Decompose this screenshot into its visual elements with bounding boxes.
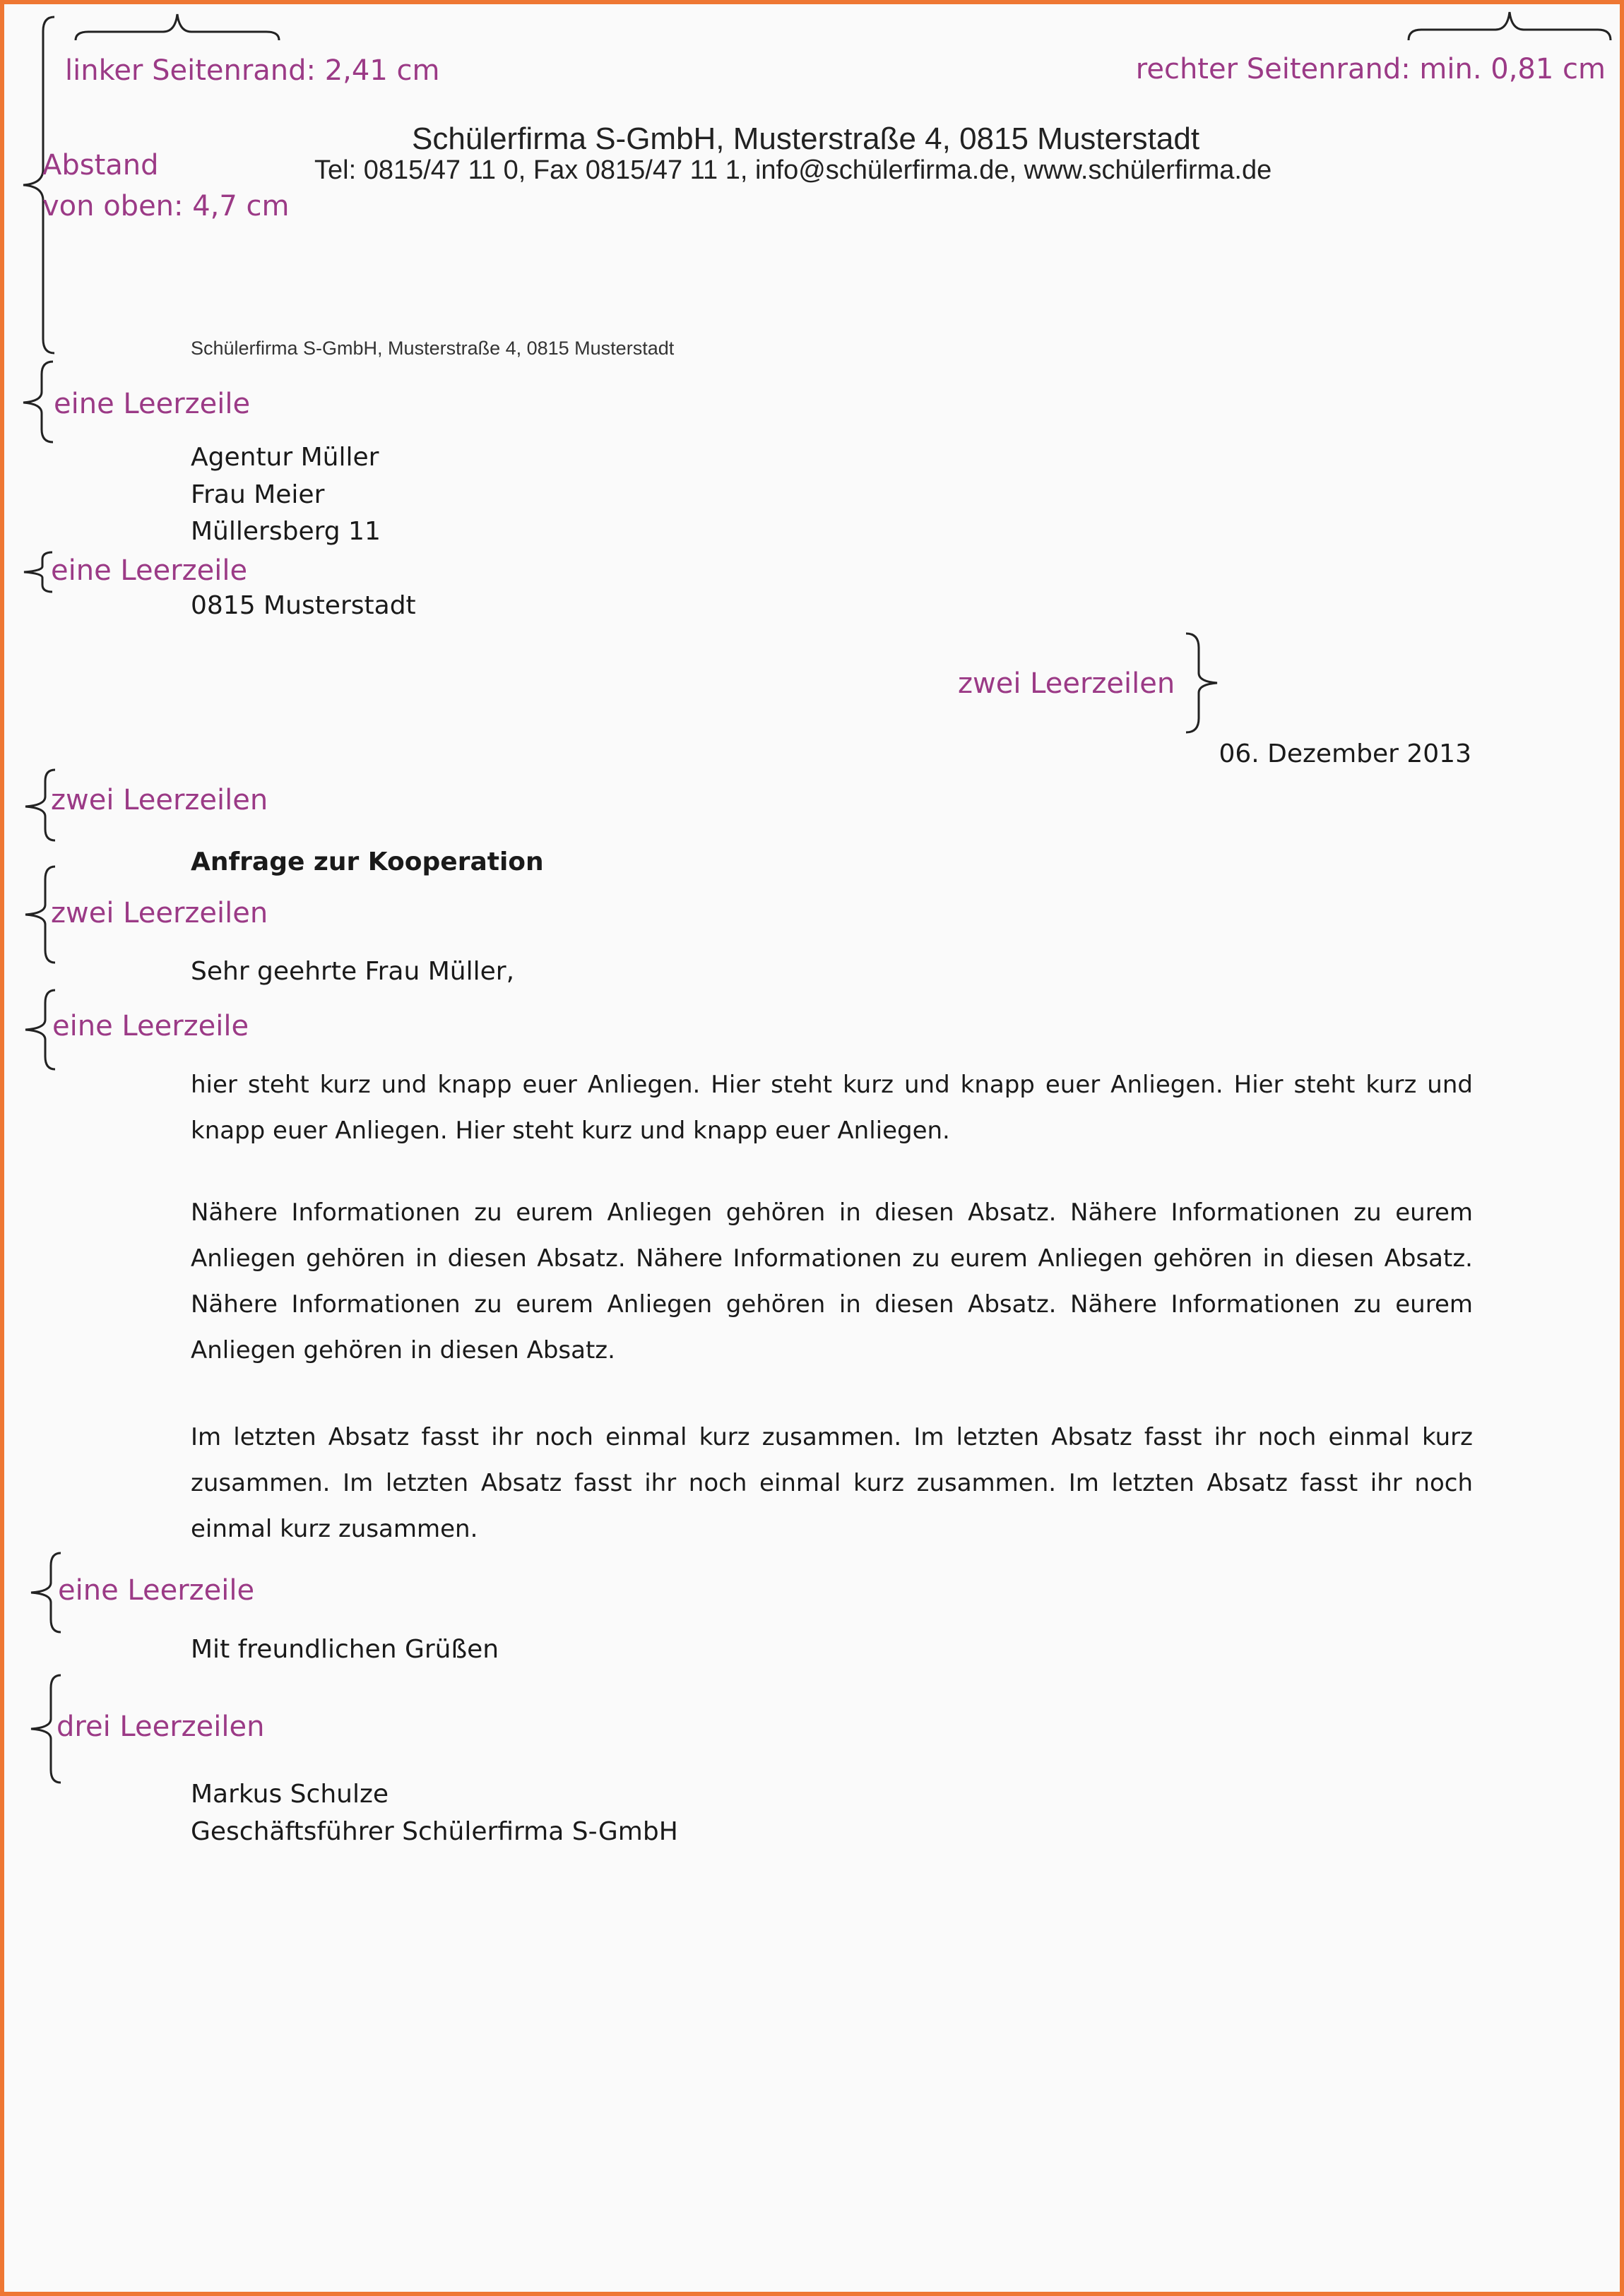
left-margin-brace [74, 11, 280, 42]
blank-lines-label-7: drei Leerzeilen [57, 1711, 265, 1743]
letterhead-contact-line: Tel: 0815/47 11 0, Fax 0815/47 11 1, info@schülerfirma.de, www.schülerfirma.de [314, 155, 1272, 185]
body-paragraph-2: Nähere Informationen zu eurem Anliegen gehören in diesen Absatz. Nähere Informationen zu eurem Anliegen gehören in diesen Absatz. Nähere Informationen zu eurem Anliegen gehören in diesen Absatz. Nähere Informationen zu eurem Anliegen gehören in diesen Absatz. Nähere Informationen zu eurem Anliegen gehören in diesen Absatz. [191, 1198, 1473, 1364]
top-distance-label-line1: Abstand [42, 149, 159, 182]
top-distance-label-line2: von oben: 4,7 cm [42, 190, 290, 222]
top-distance-brace [18, 16, 60, 355]
blank-line-label-1: eine Leerzeile [54, 388, 251, 420]
body-paragraph-3: Im letzten Absatz fasst ihr noch einmal kurz zusammen. Im letzten Absatz fasst ihr noch einmal kurz zusammen. Im letzten Absatz fasst ihr noch einmal kurz zusammen. Im letzten Absatz fasst ihr noch einmal kurz zusammen. [191, 1423, 1473, 1543]
left-margin-label: linker Seitenrand: 2,41 cm [65, 54, 440, 87]
letter-closing: Mit freundlichen Grüßen [191, 1635, 499, 1664]
right-margin-label: rechter Seitenrand: min. 0,81 cm [1135, 53, 1606, 85]
recipient-line-1: Agentur Müller [191, 443, 379, 472]
date-spacing-brace [1183, 632, 1226, 734]
recipient-line-4: 0815 Musterstadt [191, 591, 416, 620]
letter-date: 06. Dezember 2013 [1219, 739, 1471, 768]
letter-subject: Anfrage zur Kooperation [191, 847, 544, 876]
sender-return-line: Schülerfirma S-GmbH, Musterstraße 4, 0815 Musterstadt [191, 338, 675, 359]
recipient-line-3: Müllersberg 11 [191, 517, 381, 546]
blank-line-label-2: eine Leerzeile [51, 554, 248, 587]
blank-line-label-5: eine Leerzeile [52, 1010, 249, 1042]
letterhead-company-line: Schülerfirma S-GmbH, Musterstraße 4, 0815 Musterstadt [412, 121, 1200, 156]
signature-name: Markus Schulze [191, 1780, 389, 1809]
blank-line-label-6: eine Leerzeile [58, 1574, 255, 1607]
recipient-line-2: Frau Meier [191, 480, 325, 509]
letter-salutation: Sehr geehrte Frau Müller, [191, 957, 515, 986]
body-paragraph-1: hier steht kurz und knapp euer Anliegen. Hier steht kurz und knapp euer Anliegen. Hier steht kurz und knapp euer Anliegen. Hier steht kurz und knapp euer Anliegen. [191, 1071, 1473, 1145]
blank-lines-label-4: zwei Leerzeilen [51, 897, 268, 929]
right-margin-brace [1407, 8, 1612, 40]
blank-lines-label-3: zwei Leerzeilen [51, 784, 268, 816]
date-spacing-label: zwei Leerzeilen [958, 667, 1175, 700]
signature-title: Geschäftsführer Schülerfirma S-GmbH [191, 1817, 678, 1846]
